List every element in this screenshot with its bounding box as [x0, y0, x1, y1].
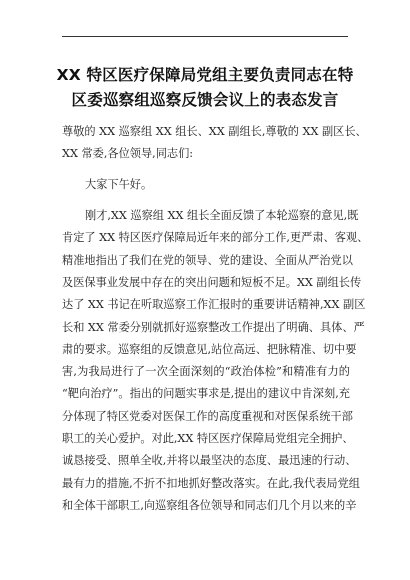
salutation-line-2: XX 常委,各位领导,同志们:: [62, 147, 194, 160]
paragraph-line: 达了 XX 书记在听取巡察工作汇报时的重要讲话精神,XX 副区: [62, 298, 366, 312]
document-title-line-2: 区委巡察组巡察反馈会议上的表态发言: [71, 91, 339, 109]
paragraph-line: 长和 XX 常委分别就抓好巡察整改工作提出了明确、具体、严: [62, 320, 365, 334]
paragraph-line: 分体现了特区党委对医保工作的高度重视和对医保系统干部: [62, 409, 353, 423]
paragraph-line: 肃的要求。巡察组的反馈意见,站位高远、把脉精准、切中要: [62, 342, 357, 356]
paragraph-line: 及医保事业发展中存在的突出问题和短板不足。XX 副组长传: [62, 275, 362, 289]
greeting: 大家下午好。: [85, 178, 153, 191]
paragraph-line: 和全体干部职工,向巡察组各位领导和同志们几个月以来的辛: [62, 498, 357, 512]
paragraph-line: 职工的关心爱护。对此,XX 特区医疗保障局党组完全拥护、: [62, 432, 354, 445]
paragraph-line: “靶向治疗”。指出的问题实事求是,提出的建议中肯深刻,充: [62, 387, 350, 401]
paragraph-line: 诚恳接受、照单全收,并将以最坚决的态度、最迅速的行动、: [62, 454, 357, 468]
document-title-line-1: XX 特区医疗保障局党组主要负责同志在特: [56, 66, 354, 84]
paragraph-line: 害,为我局进行了一次全面深刻的“政治体检”和精准有力的: [62, 365, 350, 379]
paragraph-line: 精准地指出了我们在党的领导、党的建设、全面从严治党以: [62, 253, 353, 267]
paragraph-line: 肯定了 XX 特区医疗保障局近年来的部分工作,更严肃、客观、: [62, 231, 369, 245]
salutation-line-1: 尊敬的 XX 巡察组 XX 组长、XX 副组长,尊敬的 XX 副区长、: [62, 125, 367, 138]
header-rule: [62, 36, 348, 37]
paragraph-line: 刚才,XX 巡察组 XX 组长全面反馈了本轮巡察的意见,既: [85, 209, 359, 222]
paragraph-line: 最有力的措施,不折不扣地抓好整改落实。在此,我代表局党组: [62, 476, 360, 490]
